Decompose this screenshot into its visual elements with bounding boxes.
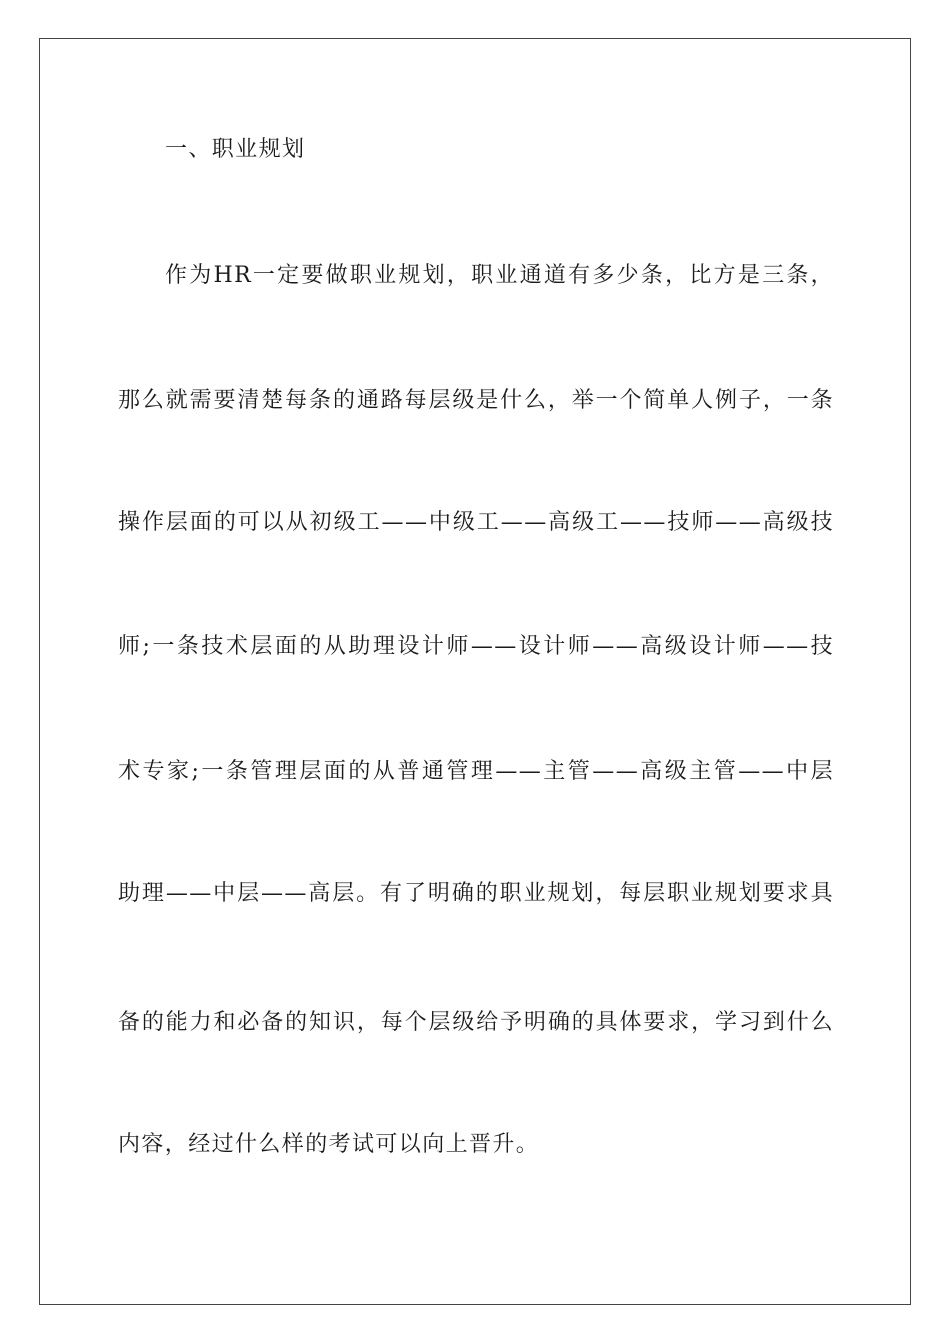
- page-frame: [39, 38, 911, 1305]
- paragraph-line-7: 备的能力和必备的知识，每个层级给予明确的具体要求，学习到什么: [118, 1010, 834, 1035]
- paragraph-line-1: 作为HR一定要做职业规划，职业通道有多少条，比方是三条，: [165, 263, 834, 288]
- paragraph-line-5: 术专家;一条管理层面的从普通管理——主管——高级主管——中层: [118, 759, 834, 784]
- section-heading: 一、职业规划: [165, 137, 306, 162]
- paragraph-line-2: 那么就需要清楚每条的通路每层级是什么，举一个简单人例子，一条: [118, 388, 834, 413]
- paragraph-line-4: 师;一条技术层面的从助理设计师——设计师——高级设计师——技: [118, 634, 834, 659]
- paragraph-line-3: 操作层面的可以从初级工——中级工——高级工——技师——高级技: [118, 510, 834, 535]
- paragraph-line-8: 内容，经过什么样的考试可以向上晋升。: [118, 1132, 540, 1157]
- paragraph-line-6: 助理——中层——高层。有了明确的职业规划，每层职业规划要求具: [118, 881, 834, 906]
